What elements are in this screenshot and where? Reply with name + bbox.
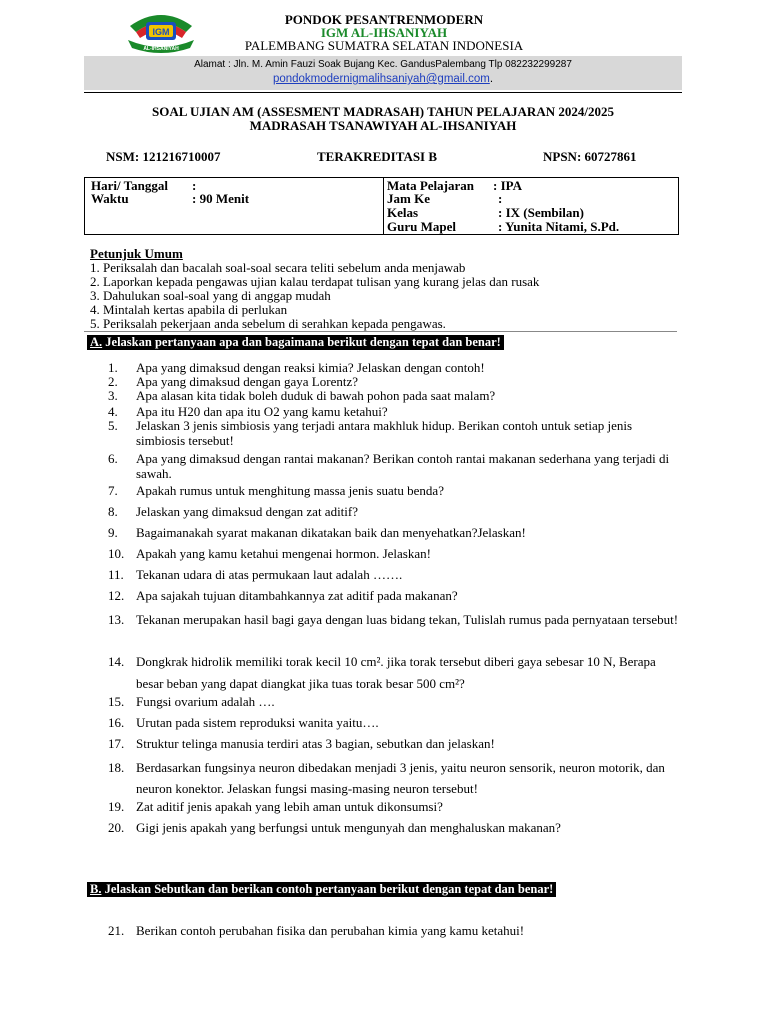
igm-name: IGM AL-IHSANIYAH	[320, 25, 448, 40]
question-text: Urutan pada sistem reproduksi wanita yaitu….	[136, 715, 379, 730]
question-text: Apa itu H20 dan apa itu O2 yang kamu ketahui?	[136, 404, 388, 419]
question-text: Tekanan merupakan hasil bagi gaya dengan luas bidang tekan, Tulislah rumus pada pernyataan tersebut!	[136, 612, 679, 627]
question-text: Jelaskan yang dimaksud dengan zat aditif?	[136, 504, 359, 519]
waktu-value: : 90 Menit	[192, 191, 250, 206]
petunjuk-item: 3. Dahulukan soal-soal yang di anggap mudah	[90, 288, 331, 303]
question-number: 20.	[108, 820, 125, 835]
question-text: Apakah yang kamu ketahui mengenai hormon. Jelaskan!	[136, 546, 431, 561]
question-number: 1.	[108, 360, 118, 375]
email-line	[84, 73, 682, 85]
question-number: 19.	[108, 799, 125, 814]
jam-label: Jam Ke	[387, 191, 430, 206]
section-a-text: Jelaskan pertanyaan apa dan bagaimana berikut dengan tepat dan benar!	[102, 335, 501, 349]
question-number: 16.	[108, 715, 125, 730]
exam-subtitle: MADRASAH TSANAWIYAH AL-IHSANIYAH	[249, 118, 517, 133]
question-number: 6.	[108, 451, 118, 466]
question-text: Struktur telinga manusia terdiri atas 3 bagian, sebutkan dan jelaskan!	[136, 736, 495, 751]
npsn: NPSN: 60727861	[543, 149, 637, 164]
school-name: PONDOK PESANTRENMODERN	[284, 12, 484, 27]
petunjuk-rule	[84, 331, 677, 332]
question-number: 3.	[108, 388, 118, 403]
kelas-label: Kelas	[387, 205, 419, 220]
jam-value: :	[498, 191, 503, 206]
petunjuk-item: 2. Laporkan kepada pengawas ujian kalau terdapat tulisan yang kurang jelas dan rusak	[90, 274, 540, 289]
question-text: Dongkrak hidrolik memiliki torak kecil 10 cm². jika torak tersebut diberi gaya sebesar 10 N, Berapa besar beban yang dapat diangkat jika tuas torak besar 500 cm²?	[136, 654, 656, 691]
email-suffix: .	[489, 73, 494, 85]
petunjuk-item: 1. Periksalah dan bacalah soal-soal secara teliti sebelum anda menjawab	[90, 260, 466, 275]
nsm: NSM: 121216710007	[106, 149, 221, 164]
waktu-label: Waktu	[91, 191, 129, 206]
question-text: Tekanan udara di atas permukaan laut adalah …….	[136, 567, 403, 582]
section-b-prefix: B.	[90, 882, 102, 896]
question-number: 5.	[108, 418, 118, 433]
question-text: Jelaskan 3 jenis simbiosis yang terjadi antara makhluk hidup. Berikan contoh untuk setiap jenis simbiosis tersebut!	[136, 418, 633, 448]
question-number: 17.	[108, 736, 125, 751]
school-address: Alamat : Jln. M. Amin Fauzi Soak Bujang Kec. GandusPalembang Tlp 082232299287	[194, 59, 572, 70]
question-number: 9.	[108, 525, 118, 540]
akreditasi: TERAKREDITASI B	[317, 149, 438, 164]
question-number: 14.	[108, 654, 125, 669]
logo-caption: AL-IHSANIYAH	[143, 46, 179, 52]
exam-info-box	[84, 177, 679, 235]
section-a-heading	[87, 335, 504, 350]
question-text: Bagaimanakah syarat makanan dikatakan baik dan menyehatkan?Jelaskan!	[136, 525, 526, 540]
question-text: Zat aditif jenis apakah yang lebih aman untuk dikonsumsi?	[136, 799, 443, 814]
question-text: Apakah rumus untuk menghitung massa jenis suatu benda?	[136, 483, 444, 498]
petunjuk-item: 4. Mintalah kertas apabila di perlukan	[90, 302, 288, 317]
hari-label: Hari/ Tanggal	[91, 178, 168, 193]
question-number: 7.	[108, 483, 118, 498]
guru-value: : Yunita Nitami, S.Pd.	[498, 219, 620, 234]
school-location: PALEMBANG SUMATRA SELATAN INDONESIA	[244, 38, 524, 53]
mapel-value: : IPA	[493, 178, 523, 193]
guru-label: Guru Mapel	[387, 219, 456, 234]
question-number: 15.	[108, 694, 125, 709]
section-b-heading	[87, 882, 556, 897]
petunjuk-heading: Petunjuk Umum	[90, 246, 183, 261]
mapel-label: Mata Pelajaran	[387, 178, 475, 193]
question-number: 18.	[108, 760, 125, 775]
question-number: 13.	[108, 612, 125, 627]
exam-title: SOAL UJIAN AM (ASSESMENT MADRASAH) TAHUN PELAJARAN 2024/2025	[152, 104, 614, 119]
section-b-text: Jelaskan Sebutkan dan berikan contoh pertanyaan berikut dengan tepat dan benar!	[101, 882, 554, 896]
question-text: Gigi jenis apakah yang berfungsi untuk mengunyah dan menghaluskan makanan?	[136, 820, 561, 835]
question-number: 2.	[108, 374, 118, 389]
school-email-link[interactable]: pondokmodernigmalihsaniyah@gmail.com	[272, 73, 490, 85]
question-text: Fungsi ovarium adalah ….	[136, 694, 275, 709]
question-number: 8.	[108, 504, 118, 519]
question-text: Apa sajakah tujuan ditambahkannya zat aditif pada makanan?	[136, 588, 458, 603]
question-number: 11.	[108, 567, 124, 582]
kelas-value: : IX (Sembilan)	[498, 205, 584, 220]
petunjuk-item: 5. Periksalah pekerjaan anda sebelum di serahkan kepada pengawas.	[90, 316, 446, 331]
question-number: 12.	[108, 588, 125, 603]
header-rule	[84, 92, 682, 93]
question-number: 10.	[108, 546, 125, 561]
question-number: 4.	[108, 404, 118, 419]
hari-value: :	[192, 178, 197, 193]
question-text: Apa yang dimaksud dengan reaksi kimia? Jelaskan dengan contoh!	[136, 360, 485, 375]
question-text: Berikan contoh perubahan fisika dan perubahan kimia yang kamu ketahui!	[136, 923, 525, 938]
section-a-prefix: A.	[90, 335, 103, 349]
question-text: Apa alasan kita tidak boleh duduk di bawah pohon pada saat malam?	[136, 388, 496, 403]
logo-text: IGM	[152, 27, 170, 37]
info-divider	[383, 178, 384, 234]
question-number: 21.	[108, 923, 125, 938]
question-text: Apa yang dimaksud dengan rantai makanan? Berikan contoh rantai makanan sederhana yang terjadi di sawah.	[136, 451, 670, 481]
question-text: Berdasarkan fungsinya neuron dibedakan menjadi 3 jenis, yaitu neuron sensorik, neuron motorik, dan neuron konektor. Jelaskan fungsi masing-masing neuron tersebut!	[136, 760, 665, 796]
question-text: Apa yang dimaksud dengan gaya Lorentz?	[136, 374, 359, 389]
